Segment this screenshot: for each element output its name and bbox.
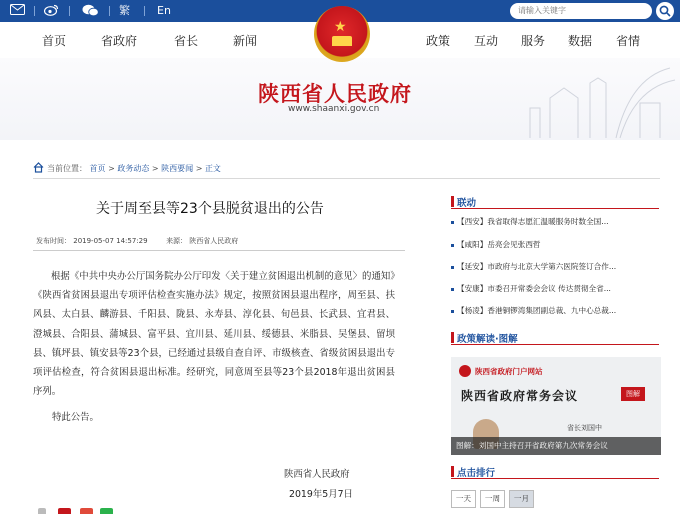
article-title: 关于周至县等23个县脱贫退出的公告 xyxy=(96,201,324,217)
breadcrumb-government-affairs[interactable]: 政务动态 xyxy=(117,164,150,173)
bullet-icon xyxy=(451,244,454,247)
breadcrumb-home[interactable]: 首页 xyxy=(89,164,106,173)
section-marker xyxy=(451,196,454,207)
article-notice: 特此公告。 xyxy=(52,412,99,423)
graphic-caption[interactable]: 图解：刘国中主持召开省政府第九次常务会议 xyxy=(451,437,661,455)
site-url: www.shaanxi.gov.cn xyxy=(288,104,380,114)
source-name: 陕西省人民政府 xyxy=(189,237,239,245)
breadcrumb-separator: > xyxy=(151,164,162,173)
nav-governor[interactable]: 省长 xyxy=(174,34,199,48)
weibo-icon[interactable] xyxy=(44,4,59,17)
breadcrumb-separator: > xyxy=(108,164,118,173)
divider xyxy=(33,250,405,251)
portrait-label: 省长刘国中 xyxy=(567,424,602,432)
search-button[interactable] xyxy=(656,2,674,20)
linked-section-header xyxy=(451,195,659,209)
publish-label: 发布时间： xyxy=(36,237,71,245)
skyline-decoration xyxy=(520,58,680,140)
news-item[interactable]: 【西安】我省取得志愿汇温暖服务时数全国... xyxy=(451,216,661,227)
news-item[interactable]: 【咸阳】岳亮会见张西哲 xyxy=(451,239,661,250)
share-qzone-icon[interactable] xyxy=(80,508,93,514)
tab-day[interactable]: 一天 xyxy=(451,490,476,508)
share-icon[interactable] xyxy=(38,508,46,514)
share-weibo-icon[interactable] xyxy=(58,508,71,514)
nav-data[interactable]: 数据 xyxy=(568,34,593,48)
share-wechat-icon[interactable] xyxy=(100,508,113,514)
article-meta xyxy=(36,236,238,246)
section-marker xyxy=(451,332,454,343)
site-title[interactable]: 陕西省人民政府 xyxy=(258,81,412,106)
nav-news[interactable]: 新闻 xyxy=(233,34,258,48)
divider xyxy=(144,6,145,16)
breadcrumb-shaanxi-news[interactable]: 陕西要闻 xyxy=(161,164,194,173)
linked-section-title: 联动 xyxy=(457,198,477,209)
tab-month[interactable]: 一月 xyxy=(509,490,534,508)
ranking-section-title: 点击排行 xyxy=(457,468,496,479)
nav-policy[interactable]: 政策 xyxy=(426,34,451,48)
search-input[interactable] xyxy=(510,3,652,19)
bullet-icon xyxy=(451,310,454,313)
bullet-icon xyxy=(451,288,454,291)
breadcrumb-current[interactable]: 正文 xyxy=(204,164,221,173)
news-item[interactable]: 【延安】市政府与北京大学第六医院签订合作... xyxy=(451,261,661,272)
national-emblem: ★ xyxy=(314,6,370,62)
breadcrumb-separator: > xyxy=(195,164,205,173)
divider xyxy=(33,178,660,179)
breadcrumb-label: 当前位置： xyxy=(47,164,87,173)
home-icon xyxy=(33,162,44,173)
portal-name: 陕西省政府门户网站 xyxy=(475,367,543,376)
portal-logo-icon xyxy=(459,365,471,377)
meeting-title: 陕西省政府常务会议 xyxy=(461,389,579,403)
ranking-section-header xyxy=(451,465,659,479)
wechat-icon[interactable] xyxy=(82,4,97,17)
article-signature: 陕西省人民政府 xyxy=(284,469,350,480)
source-label: 来源： xyxy=(166,237,188,245)
divider xyxy=(69,6,70,16)
policy-section-header xyxy=(451,331,659,345)
article-date: 2019年5月7日 xyxy=(289,489,353,500)
news-item[interactable]: 【安康】市委召开常委会会议 传达贯彻全省... xyxy=(451,283,661,294)
nav-services[interactable]: 服务 xyxy=(521,34,546,48)
tab-week[interactable]: 一周 xyxy=(480,490,505,508)
news-item[interactable]: 【杨凌】香港铜锣湾集团副总裁、九中心总裁... xyxy=(451,305,661,316)
publish-time: 2019-05-07 14:57:29 xyxy=(73,237,148,245)
mail-icon[interactable] xyxy=(10,4,25,17)
breadcrumb xyxy=(47,163,221,174)
nav-provincial-government[interactable]: 省政府 xyxy=(101,34,138,48)
bullet-icon xyxy=(451,266,454,269)
divider xyxy=(109,6,110,16)
bullet-icon xyxy=(451,221,454,224)
nav-province-info[interactable]: 省情 xyxy=(616,34,641,48)
graphic-badge: 图解 xyxy=(621,387,645,401)
section-marker xyxy=(451,466,454,477)
policy-section-title: 政策解读·图解 xyxy=(457,334,518,345)
english-link[interactable]: En xyxy=(157,4,171,17)
divider xyxy=(34,6,35,16)
article-paragraph: 根据《中共中央办公厅国务院办公厅印发〈关于建立贫困退出机制的意见〉的通知》《陕西省贫困县退出专项评估检查实施办法》规定，按照贫困县退出程序，周至县、扶风县、太白县、麟游县、千阳县、陇县、永寿县、淳化县、旬邑县、长武县、宜君县、澄城县、合阳县、蒲城县、富平县、宜川县、延川县、绥德县、米脂县、吴堡县、留坝县、镇坪县、镇安县等23个县，已经通过县级自查自评、市级核查、省级贫困县退出专项评估检查，符合贫困县退出标准。经研究，同意周至县等23个县2018年退出贫困县序列。 xyxy=(33,271,395,398)
nav-interaction[interactable]: 互动 xyxy=(474,34,499,48)
traditional-chinese-link[interactable]: 繁 xyxy=(119,4,130,17)
nav-home[interactable]: 首页 xyxy=(42,34,67,48)
search-icon xyxy=(659,5,671,17)
policy-graphic-card[interactable] xyxy=(451,357,661,455)
